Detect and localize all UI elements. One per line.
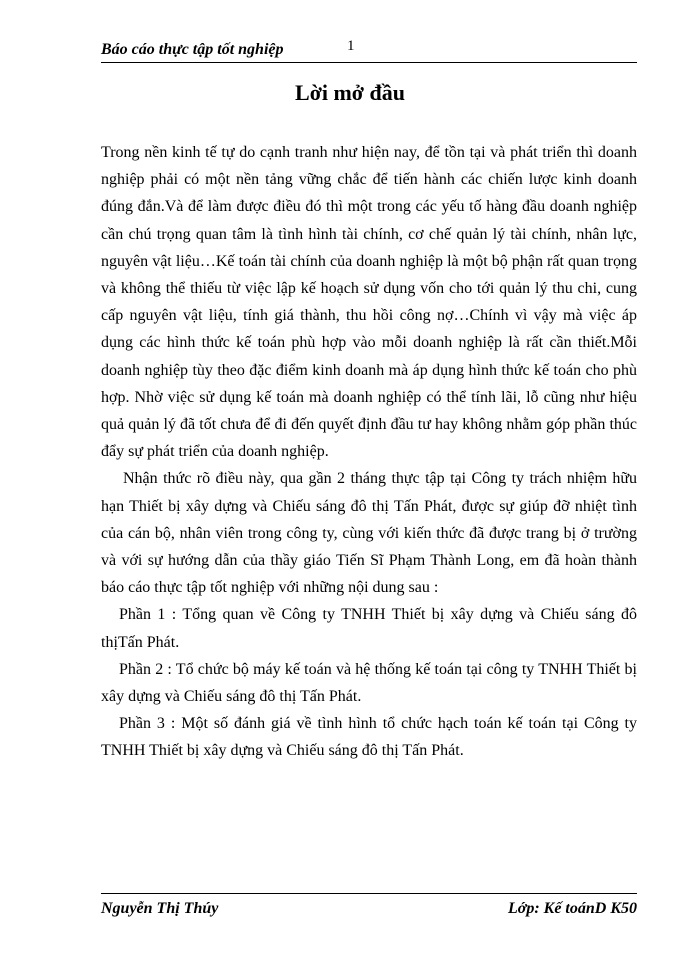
- document-body: [101, 139, 637, 765]
- paragraph-intro: Trong nền kinh tế tự do cạnh tranh như hiện nay, để tồn tại và phát triển thì doanh nghiệp phải có một nền tảng vững chắc để tiến hành các chiến lược kinh doanh đúng đắn.Và để làm được điều đó thì một trong các yếu tố hàng đầu doanh nghiệp cần chú trọng quan tâm là tình hình tài chính, cơ chế quản lý tài chính, nhân lực, nguyên vật liệu…Kế toán tài chính của doanh nghiệp là một bộ phận rất quan trọng và không thể thiếu từ việc lập kế hoạch sử dụng vốn cho tới quản lý thu chi, cung cấp nguyên vật liệu, tính giá thành, thu hồi công nợ…Chính vì vậy mà việc áp dụng các hình thức kế toán phù hợp vào mỗi doanh nghiệp là rất cần thiết.Mỗi doanh nghiệp tùy theo đặc điểm kinh doanh mà áp dụng hình thức kế toán cho phù hợp. Nhờ việc sử dụng kế toán mà doanh nghiệp có thể tính lãi, lỗ cũng như hiệu quả quản lý đã tốt chưa để đi đến quyết định đầu tư hay không nhằm góp phần thúc đẩy sự phát triển của doanh nghiệp.: [101, 144, 637, 461]
- document-title: Lời mở đầu: [295, 80, 405, 105]
- paragraph-part-1: Phần 1 : Tổng quan về Công ty TNHH Thiết bị xây dựng và Chiếu sáng đô thịTấn Phát.: [101, 606, 637, 651]
- paragraph-part-3: Phần 3 : Một số đánh giá về tình hình tổ chức hạch toán kế toán tại Công ty TNHH Thiết bị xây dựng và Chiếu sáng đô thị Tấn Phát.: [101, 715, 637, 760]
- footer-author: Nguyễn Thị Thúy: [101, 900, 219, 917]
- paragraph-part-2: Phần 2 : Tổ chức bộ máy kế toán và hệ thống kế toán tại công ty TNHH Thiết bị xây dựng và Chiếu sáng đô thị Tấn Phát.: [101, 660, 637, 706]
- footer-rule: [101, 893, 637, 894]
- page-number: 1: [347, 38, 355, 54]
- paragraph-acknowledgement: Nhận thức rõ điều này, qua gần 2 tháng thực tập tại Công ty trách nhiệm hữu hạn Thiết bị xây dựng và Chiếu sáng đô thị Tấn Phát, được sự giúp đỡ nhiệt tình của cán bộ, nhân viên trong công ty, cùng với kiến thức đã được trang bị ở trường và với sự hướng dẫn của thầy giáo Tiến Sĩ Phạm Thành Long, em đã hoàn thành báo cáo thực tập tốt nghiệp với những nội dung sau :: [101, 470, 637, 597]
- page-header: [101, 38, 637, 62]
- footer-class: Lớp: Kế toánD K50: [507, 900, 637, 917]
- header-title: Báo cáo thực tập tốt nghiệp: [101, 41, 284, 58]
- header-rule: [101, 62, 637, 63]
